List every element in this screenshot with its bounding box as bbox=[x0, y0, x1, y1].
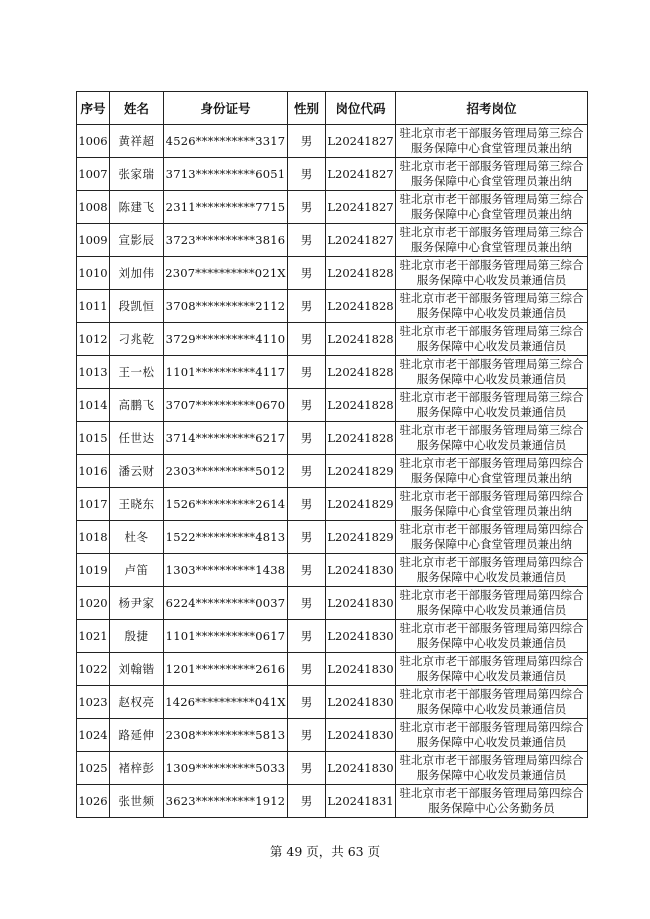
cell-post: 驻北京市老干部服务管理局第四综合服务保障中心食堂管理员兼出纳 bbox=[396, 488, 588, 521]
cell-post-code: L20241828 bbox=[326, 290, 396, 323]
cell-seq: 1006 bbox=[77, 125, 110, 158]
cell-name: 刘加伟 bbox=[110, 257, 164, 290]
cell-post-code: L20241827 bbox=[326, 224, 396, 257]
cell-post-code: L20241828 bbox=[326, 323, 396, 356]
cell-id-number: 1303**********1438 bbox=[164, 554, 288, 587]
table-row bbox=[77, 488, 588, 521]
cell-post: 驻北京市老干部服务管理局第四综合服务保障中心收发员兼通信员 bbox=[396, 653, 588, 686]
cell-name: 张世频 bbox=[110, 785, 164, 818]
cell-id-number: 2308**********5813 bbox=[164, 719, 288, 752]
cell-gender: 男 bbox=[288, 125, 326, 158]
table-row bbox=[77, 125, 588, 158]
cell-id-number: 3714**********6217 bbox=[164, 422, 288, 455]
cell-id-number: 3707**********0670 bbox=[164, 389, 288, 422]
cell-id-number: 3623**********1912 bbox=[164, 785, 288, 818]
cell-seq: 1023 bbox=[77, 686, 110, 719]
table-row bbox=[77, 620, 588, 653]
table-row bbox=[77, 587, 588, 620]
cell-seq: 1012 bbox=[77, 323, 110, 356]
table-header-row bbox=[77, 92, 588, 125]
table-row bbox=[77, 158, 588, 191]
cell-seq: 1008 bbox=[77, 191, 110, 224]
cell-name: 宣影辰 bbox=[110, 224, 164, 257]
cell-seq: 1022 bbox=[77, 653, 110, 686]
cell-post-code: L20241830 bbox=[326, 752, 396, 785]
table-row bbox=[77, 653, 588, 686]
table-row bbox=[77, 323, 588, 356]
cell-seq: 1011 bbox=[77, 290, 110, 323]
cell-post: 驻北京市老干部服务管理局第三综合服务保障中心收发员兼通信员 bbox=[396, 356, 588, 389]
cell-id-number: 3713**********6051 bbox=[164, 158, 288, 191]
cell-post-code: L20241828 bbox=[326, 356, 396, 389]
cell-id-number: 3729**********4110 bbox=[164, 323, 288, 356]
cell-name: 刁兆乾 bbox=[110, 323, 164, 356]
table-row bbox=[77, 257, 588, 290]
header-seq: 序号 bbox=[77, 92, 110, 125]
cell-gender: 男 bbox=[288, 554, 326, 587]
table-row bbox=[77, 455, 588, 488]
cell-seq: 1014 bbox=[77, 389, 110, 422]
cell-post: 驻北京市老干部服务管理局第三综合服务保障中心收发员兼通信员 bbox=[396, 290, 588, 323]
cell-id-number: 2303**********5012 bbox=[164, 455, 288, 488]
cell-name: 黄祥超 bbox=[110, 125, 164, 158]
cell-post: 驻北京市老干部服务管理局第四综合服务保障中心公务勤务员 bbox=[396, 785, 588, 818]
cell-name: 高鹏飞 bbox=[110, 389, 164, 422]
cell-post-code: L20241830 bbox=[326, 719, 396, 752]
cell-gender: 男 bbox=[288, 290, 326, 323]
cell-id-number: 1526**********2614 bbox=[164, 488, 288, 521]
cell-post: 驻北京市老干部服务管理局第四综合服务保障中心收发员兼通信员 bbox=[396, 587, 588, 620]
header-id-number: 身份证号 bbox=[164, 92, 288, 125]
cell-post: 驻北京市老干部服务管理局第三综合服务保障中心食堂管理员兼出纳 bbox=[396, 191, 588, 224]
cell-post: 驻北京市老干部服务管理局第三综合服务保障中心食堂管理员兼出纳 bbox=[396, 224, 588, 257]
cell-seq: 1010 bbox=[77, 257, 110, 290]
cell-gender: 男 bbox=[288, 455, 326, 488]
cell-id-number: 6224**********0037 bbox=[164, 587, 288, 620]
cell-post: 驻北京市老干部服务管理局第四综合服务保障中心收发员兼通信员 bbox=[396, 686, 588, 719]
cell-name: 刘翰锴 bbox=[110, 653, 164, 686]
candidate-table bbox=[76, 91, 588, 818]
cell-name: 杨尹家 bbox=[110, 587, 164, 620]
table-row bbox=[77, 224, 588, 257]
cell-post: 驻北京市老干部服务管理局第四综合服务保障中心收发员兼通信员 bbox=[396, 554, 588, 587]
cell-post: 驻北京市老干部服务管理局第三综合服务保障中心收发员兼通信员 bbox=[396, 323, 588, 356]
cell-seq: 1025 bbox=[77, 752, 110, 785]
table-row bbox=[77, 752, 588, 785]
cell-seq: 1024 bbox=[77, 719, 110, 752]
cell-gender: 男 bbox=[288, 323, 326, 356]
cell-post-code: L20241827 bbox=[326, 158, 396, 191]
cell-seq: 1017 bbox=[77, 488, 110, 521]
cell-gender: 男 bbox=[288, 158, 326, 191]
cell-post-code: L20241831 bbox=[326, 785, 396, 818]
cell-post-code: L20241829 bbox=[326, 521, 396, 554]
cell-name: 褚梓彭 bbox=[110, 752, 164, 785]
cell-post-code: L20241830 bbox=[326, 686, 396, 719]
cell-gender: 男 bbox=[288, 191, 326, 224]
cell-name: 陈建飞 bbox=[110, 191, 164, 224]
cell-post-code: L20241830 bbox=[326, 554, 396, 587]
page-number-footer: 第 49 页，共 63 页 bbox=[269, 844, 381, 859]
cell-post-code: L20241830 bbox=[326, 620, 396, 653]
cell-gender: 男 bbox=[288, 224, 326, 257]
cell-id-number: 1101**********0617 bbox=[164, 620, 288, 653]
header-name: 姓名 bbox=[110, 92, 164, 125]
table-row bbox=[77, 422, 588, 455]
table-row bbox=[77, 191, 588, 224]
cell-gender: 男 bbox=[288, 653, 326, 686]
header-gender: 性别 bbox=[288, 92, 326, 125]
cell-id-number: 1426**********041X bbox=[164, 686, 288, 719]
table-row bbox=[77, 554, 588, 587]
cell-post: 驻北京市老干部服务管理局第三综合服务保障中心收发员兼通信员 bbox=[396, 422, 588, 455]
table-row bbox=[77, 290, 588, 323]
cell-id-number: 2311**********7715 bbox=[164, 191, 288, 224]
cell-seq: 1019 bbox=[77, 554, 110, 587]
cell-gender: 男 bbox=[288, 521, 326, 554]
cell-name: 王一松 bbox=[110, 356, 164, 389]
cell-seq: 1016 bbox=[77, 455, 110, 488]
cell-post: 驻北京市老干部服务管理局第三综合服务保障中心食堂管理员兼出纳 bbox=[396, 125, 588, 158]
cell-name: 张家瑞 bbox=[110, 158, 164, 191]
cell-gender: 男 bbox=[288, 422, 326, 455]
cell-post: 驻北京市老干部服务管理局第四综合服务保障中心收发员兼通信员 bbox=[396, 752, 588, 785]
cell-post-code: L20241827 bbox=[326, 125, 396, 158]
cell-post-code: L20241829 bbox=[326, 488, 396, 521]
cell-id-number: 3723**********3816 bbox=[164, 224, 288, 257]
cell-post: 驻北京市老干部服务管理局第三综合服务保障中心食堂管理员兼出纳 bbox=[396, 158, 588, 191]
cell-gender: 男 bbox=[288, 752, 326, 785]
cell-name: 王晓东 bbox=[110, 488, 164, 521]
cell-id-number: 2307**********021X bbox=[164, 257, 288, 290]
cell-post-code: L20241830 bbox=[326, 587, 396, 620]
cell-gender: 男 bbox=[288, 257, 326, 290]
table-row bbox=[77, 356, 588, 389]
cell-post-code: L20241829 bbox=[326, 455, 396, 488]
cell-id-number: 1309**********5033 bbox=[164, 752, 288, 785]
cell-name: 杜冬 bbox=[110, 521, 164, 554]
cell-name: 任世达 bbox=[110, 422, 164, 455]
cell-post-code: L20241827 bbox=[326, 191, 396, 224]
table-row bbox=[77, 521, 588, 554]
cell-seq: 1020 bbox=[77, 587, 110, 620]
cell-post: 驻北京市老干部服务管理局第四综合服务保障中心收发员兼通信员 bbox=[396, 719, 588, 752]
cell-gender: 男 bbox=[288, 686, 326, 719]
table-row bbox=[77, 389, 588, 422]
cell-post-code: L20241828 bbox=[326, 422, 396, 455]
cell-seq: 1021 bbox=[77, 620, 110, 653]
header-post-code: 岗位代码 bbox=[326, 92, 396, 125]
table-body bbox=[77, 125, 588, 818]
table-row bbox=[77, 785, 588, 818]
cell-seq: 1026 bbox=[77, 785, 110, 818]
cell-gender: 男 bbox=[288, 356, 326, 389]
cell-gender: 男 bbox=[288, 785, 326, 818]
cell-post: 驻北京市老干部服务管理局第四综合服务保障中心食堂管理员兼出纳 bbox=[396, 455, 588, 488]
cell-id-number: 1522**********4813 bbox=[164, 521, 288, 554]
cell-gender: 男 bbox=[288, 488, 326, 521]
cell-gender: 男 bbox=[288, 719, 326, 752]
cell-post: 驻北京市老干部服务管理局第四综合服务保障中心食堂管理员兼出纳 bbox=[396, 521, 588, 554]
cell-name: 段凯恒 bbox=[110, 290, 164, 323]
cell-gender: 男 bbox=[288, 389, 326, 422]
cell-seq: 1015 bbox=[77, 422, 110, 455]
cell-post: 驻北京市老干部服务管理局第三综合服务保障中心收发员兼通信员 bbox=[396, 389, 588, 422]
cell-name: 路延伸 bbox=[110, 719, 164, 752]
cell-gender: 男 bbox=[288, 587, 326, 620]
cell-post: 驻北京市老干部服务管理局第三综合服务保障中心收发员兼通信员 bbox=[396, 257, 588, 290]
cell-name: 卢笛 bbox=[110, 554, 164, 587]
cell-name: 潘云财 bbox=[110, 455, 164, 488]
table-row bbox=[77, 719, 588, 752]
cell-seq: 1013 bbox=[77, 356, 110, 389]
table-row bbox=[77, 686, 588, 719]
cell-post-code: L20241828 bbox=[326, 389, 396, 422]
header-post: 招考岗位 bbox=[396, 92, 588, 125]
cell-seq: 1007 bbox=[77, 158, 110, 191]
cell-name: 赵权亮 bbox=[110, 686, 164, 719]
cell-id-number: 1101**********4117 bbox=[164, 356, 288, 389]
cell-id-number: 3708**********2112 bbox=[164, 290, 288, 323]
cell-name: 殷捷 bbox=[110, 620, 164, 653]
cell-seq: 1018 bbox=[77, 521, 110, 554]
cell-post: 驻北京市老干部服务管理局第四综合服务保障中心收发员兼通信员 bbox=[396, 620, 588, 653]
cell-post-code: L20241828 bbox=[326, 257, 396, 290]
cell-post-code: L20241830 bbox=[326, 653, 396, 686]
cell-id-number: 4526**********3317 bbox=[164, 125, 288, 158]
cell-id-number: 1201**********2616 bbox=[164, 653, 288, 686]
cell-gender: 男 bbox=[288, 620, 326, 653]
cell-seq: 1009 bbox=[77, 224, 110, 257]
